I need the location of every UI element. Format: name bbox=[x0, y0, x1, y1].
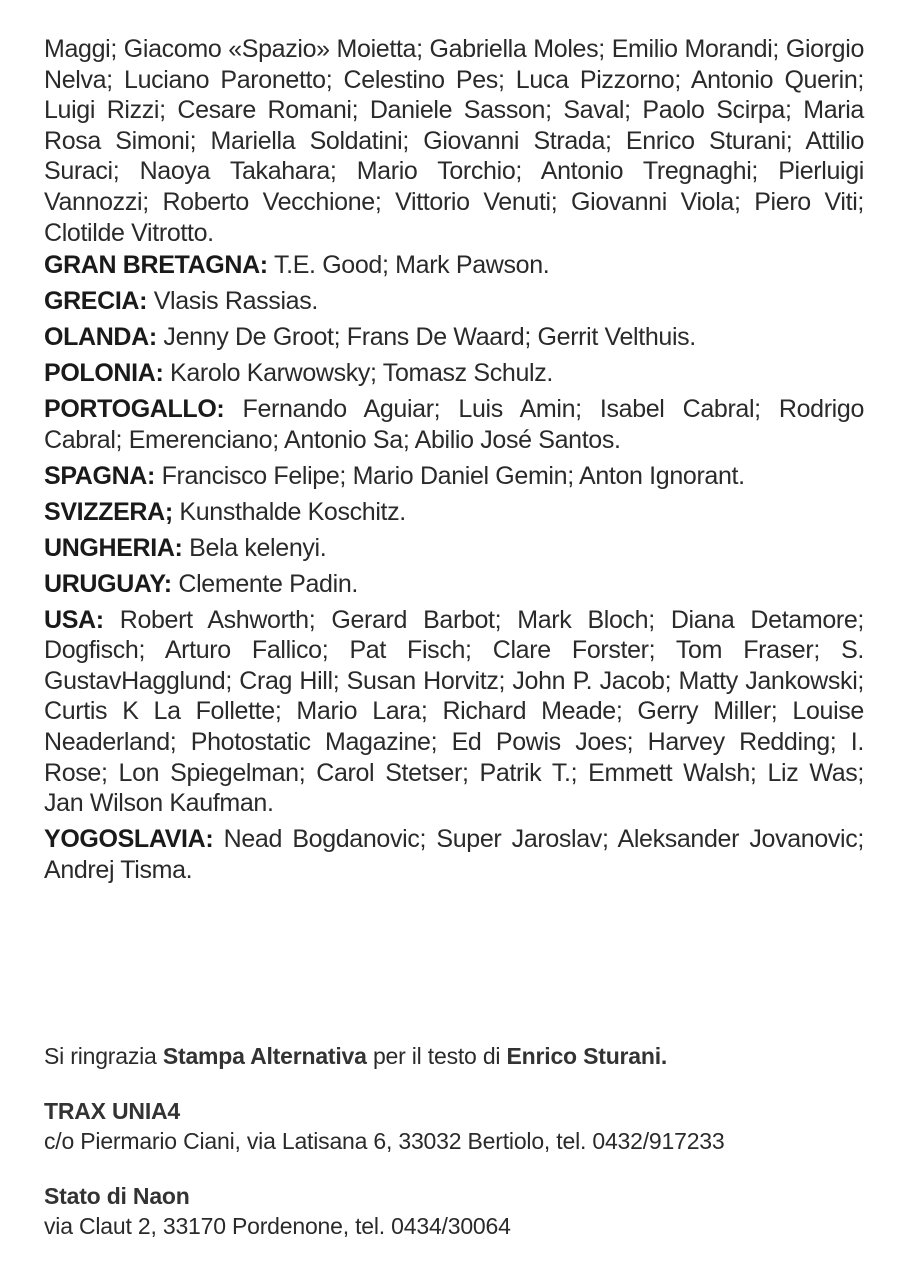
country-label: USA: bbox=[44, 605, 104, 634]
country-entry-portogallo bbox=[44, 394, 864, 455]
country-names: Karolo Karwowsky; Tomasz Schulz. bbox=[170, 359, 553, 388]
country-entry-gran-bretagna bbox=[44, 250, 864, 281]
thanks-publisher: Stampa Alternativa bbox=[162, 1043, 367, 1069]
country-names: Robert Ashworth; Gerard Barbot; Mark Bloch; Diana Detamore; Dogfisch; Arturo Fallico; Pat Fisch; Clare Forster; Tom Fraser; S. GustavHagglund; Crag Hill; Susan Horvitz; John P. Jacob; Matty Jankowski; Curtis K La Follette; Mario Lara; Richard Meade; Gerry Miller; Louise Neaderland; Photostatic Magazine; Ed Powis Joes; Harvey Redding; I. Rose; Lon Spiegelman; Carol Stetser; Patrik T.; Emmett Walsh; Liz Was; Jan Wilson Kaufman. bbox=[44, 605, 864, 818]
contact-block-stato-di-naon bbox=[44, 1181, 874, 1241]
country-names: Vlasis Rassias. bbox=[153, 287, 318, 316]
country-entry-yogoslavia bbox=[44, 824, 864, 885]
country-label: PORTOGALLO: bbox=[44, 395, 225, 424]
thanks-prefix: Si ringrazia bbox=[44, 1043, 163, 1069]
country-entry-grecia bbox=[44, 286, 864, 317]
contact-name: Stato di Naon bbox=[44, 1183, 190, 1209]
italy-names-continued: Maggi; Giacomo «Spazio» Moietta; Gabriella Moles; Emilio Morandi; Giorgio Nelva; Luciano Paronetto; Celestino Pes; Luca Pizzorno; Antonio Querin; Luigi Rizzi; Cesare Romani; Daniele Sasson; Saval; Paolo Scirpa; Maria Rosa Simoni; Mariella Soldatini; Giovanni Strada; Enrico Sturani; Attilio Suraci; Naoya Takahara; Mario Torchio; Antonio Tregnaghi; Pierluigi Vannozzi; Roberto Vecchione; Vittorio Venuti; Giovanni Viola; Piero Viti; Clotilde Vitrotto. bbox=[44, 35, 864, 247]
thanks-author: Enrico Sturani. bbox=[506, 1043, 668, 1069]
country-label: UNGHERIA: bbox=[44, 533, 183, 562]
country-entry-ungheria bbox=[44, 533, 864, 564]
country-label: YOGOSLAVIA: bbox=[44, 825, 214, 854]
contact-address: c/o Piermario Ciani, via Latisana 6, 33032 Bertiolo, tel. 0432/917233 bbox=[44, 1128, 725, 1154]
country-label: POLONIA: bbox=[44, 359, 164, 388]
country-label: GRAN BRETAGNA: bbox=[44, 251, 268, 280]
country-label: SVIZZERA; bbox=[44, 497, 173, 526]
participants-list-page bbox=[44, 34, 864, 891]
country-names: Kunsthalde Koschitz. bbox=[179, 497, 406, 526]
contact-address: via Claut 2, 33170 Pordenone, tel. 0434/30064 bbox=[44, 1213, 511, 1239]
country-names: Francisco Felipe; Mario Daniel Gemin; Anton Ignorant. bbox=[161, 461, 745, 490]
country-label: SPAGNA: bbox=[44, 461, 155, 490]
country-label: URUGUAY: bbox=[44, 569, 172, 598]
credits-footer bbox=[44, 1041, 874, 1241]
participants-list bbox=[44, 34, 864, 885]
country-names: Jenny De Groot; Frans De Waard; Gerrit Velthuis. bbox=[163, 323, 696, 352]
country-label: OLANDA: bbox=[44, 323, 157, 352]
country-names: T.E. Good; Mark Pawson. bbox=[273, 251, 550, 280]
country-names: Nead Bogdanovic; Super Jaroslav; Aleksander Jovanovic; Andrej Tisma. bbox=[44, 825, 864, 884]
country-label: GRECIA: bbox=[44, 287, 148, 316]
country-entry-svizzera bbox=[44, 497, 864, 528]
country-entry-olanda bbox=[44, 322, 864, 353]
country-names: Bela kelenyi. bbox=[189, 533, 327, 562]
country-entry-polonia bbox=[44, 358, 864, 389]
country-names: Clemente Padin. bbox=[178, 569, 358, 598]
country-names: Fernando Aguiar; Luis Amin; Isabel Cabral; Rodrigo Cabral; Emerenciano; Antonio Sa; Abilio José Santos. bbox=[44, 395, 864, 454]
country-entry-spagna bbox=[44, 461, 864, 492]
contact-block-trax bbox=[44, 1096, 874, 1156]
thanks-middle: per il testo di bbox=[366, 1043, 507, 1069]
thanks-line bbox=[44, 1041, 874, 1071]
contact-name: TRAX UNIA4 bbox=[44, 1098, 181, 1124]
country-entry-uruguay bbox=[44, 569, 864, 600]
country-entry-usa bbox=[44, 605, 864, 819]
